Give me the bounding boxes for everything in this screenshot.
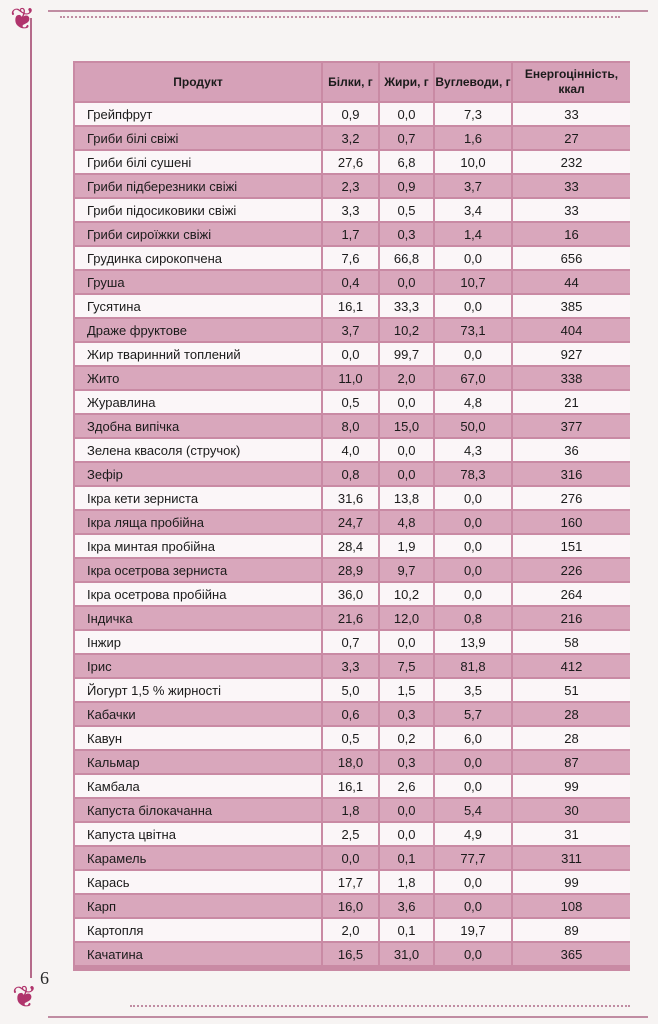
carbs-cell: 0,0 bbox=[435, 343, 511, 365]
top-dotted-border bbox=[60, 16, 620, 18]
table-header-row bbox=[75, 63, 630, 101]
header-product: Продукт bbox=[75, 63, 321, 101]
protein-cell: 28,9 bbox=[323, 559, 378, 581]
fat-cell: 0,5 bbox=[380, 199, 433, 221]
protein-cell: 5,0 bbox=[323, 679, 378, 701]
carbs-cell: 0,0 bbox=[435, 895, 511, 917]
energy-cell: 44 bbox=[513, 271, 630, 293]
protein-cell: 16,0 bbox=[323, 895, 378, 917]
product-name-cell: Індичка bbox=[75, 607, 321, 629]
fat-cell: 10,2 bbox=[380, 319, 433, 341]
table-row bbox=[75, 679, 630, 701]
energy-cell: 99 bbox=[513, 775, 630, 797]
product-name-cell: Ірис bbox=[75, 655, 321, 677]
table-row bbox=[75, 799, 630, 821]
table-row bbox=[75, 559, 630, 581]
bottom-dotted-border bbox=[130, 1005, 630, 1007]
energy-cell: 108 bbox=[513, 895, 630, 917]
header-energy: Енергоцінність, ккал bbox=[513, 63, 630, 101]
product-name-cell: Драже фруктове bbox=[75, 319, 321, 341]
table-row bbox=[75, 607, 630, 629]
carbs-cell: 3,4 bbox=[435, 199, 511, 221]
table-row bbox=[75, 487, 630, 509]
carbs-cell: 5,4 bbox=[435, 799, 511, 821]
table-row bbox=[75, 703, 630, 725]
carbs-cell: 73,1 bbox=[435, 319, 511, 341]
fat-cell: 1,5 bbox=[380, 679, 433, 701]
energy-cell: 16 bbox=[513, 223, 630, 245]
protein-cell: 24,7 bbox=[323, 511, 378, 533]
protein-cell: 2,5 bbox=[323, 823, 378, 845]
product-name-cell: Грейпфрут bbox=[75, 103, 321, 125]
product-name-cell: Груша bbox=[75, 271, 321, 293]
fat-cell: 0,0 bbox=[380, 271, 433, 293]
table-row bbox=[75, 847, 630, 869]
energy-cell: 28 bbox=[513, 703, 630, 725]
table-row bbox=[75, 943, 630, 965]
table-row bbox=[75, 127, 630, 149]
fat-cell: 1,9 bbox=[380, 535, 433, 557]
fat-cell: 0,0 bbox=[380, 823, 433, 845]
table-body bbox=[75, 103, 630, 965]
energy-cell: 31 bbox=[513, 823, 630, 845]
table-row bbox=[75, 919, 630, 941]
table-row bbox=[75, 319, 630, 341]
top-border-line bbox=[48, 10, 648, 12]
header-fat: Жири, г bbox=[380, 63, 433, 101]
carbs-cell: 6,0 bbox=[435, 727, 511, 749]
product-name-cell: Качатина bbox=[75, 943, 321, 965]
table-row bbox=[75, 511, 630, 533]
protein-cell: 31,6 bbox=[323, 487, 378, 509]
product-name-cell: Карась bbox=[75, 871, 321, 893]
product-name-cell: Жито bbox=[75, 367, 321, 389]
energy-cell: 21 bbox=[513, 391, 630, 413]
energy-cell: 30 bbox=[513, 799, 630, 821]
protein-cell: 0,6 bbox=[323, 703, 378, 725]
table-row bbox=[75, 727, 630, 749]
protein-cell: 1,7 bbox=[323, 223, 378, 245]
table-row bbox=[75, 175, 630, 197]
product-name-cell: Карп bbox=[75, 895, 321, 917]
table-row bbox=[75, 895, 630, 917]
carbs-cell: 67,0 bbox=[435, 367, 511, 389]
energy-cell: 264 bbox=[513, 583, 630, 605]
table-row bbox=[75, 367, 630, 389]
carbs-cell: 1,4 bbox=[435, 223, 511, 245]
energy-cell: 412 bbox=[513, 655, 630, 677]
table-row bbox=[75, 223, 630, 245]
fat-cell: 0,0 bbox=[380, 631, 433, 653]
fat-cell: 0,0 bbox=[380, 391, 433, 413]
energy-cell: 28 bbox=[513, 727, 630, 749]
energy-cell: 316 bbox=[513, 463, 630, 485]
product-name-cell: Ікра кети зерниста bbox=[75, 487, 321, 509]
table-row bbox=[75, 271, 630, 293]
carbs-cell: 0,0 bbox=[435, 871, 511, 893]
table-row bbox=[75, 823, 630, 845]
protein-cell: 18,0 bbox=[323, 751, 378, 773]
carbs-cell: 0,0 bbox=[435, 511, 511, 533]
product-name-cell: Ікра минтая пробійна bbox=[75, 535, 321, 557]
energy-cell: 377 bbox=[513, 415, 630, 437]
table-row bbox=[75, 463, 630, 485]
product-name-cell: Зелена квасоля (стручок) bbox=[75, 439, 321, 461]
product-name-cell: Ікра осетрова зерниста bbox=[75, 559, 321, 581]
fat-cell: 0,3 bbox=[380, 703, 433, 725]
carbs-cell: 19,7 bbox=[435, 919, 511, 941]
carbs-cell: 0,0 bbox=[435, 943, 511, 965]
fat-cell: 7,5 bbox=[380, 655, 433, 677]
protein-cell: 3,3 bbox=[323, 199, 378, 221]
protein-cell: 16,1 bbox=[323, 295, 378, 317]
protein-cell: 0,5 bbox=[323, 727, 378, 749]
protein-cell: 11,0 bbox=[323, 367, 378, 389]
table-row bbox=[75, 583, 630, 605]
protein-cell: 0,9 bbox=[323, 103, 378, 125]
energy-cell: 27 bbox=[513, 127, 630, 149]
fat-cell: 0,0 bbox=[380, 103, 433, 125]
energy-cell: 385 bbox=[513, 295, 630, 317]
protein-cell: 0,5 bbox=[323, 391, 378, 413]
table-row bbox=[75, 415, 630, 437]
header-protein: Білки, г bbox=[323, 63, 378, 101]
fat-cell: 0,0 bbox=[380, 799, 433, 821]
protein-cell: 0,0 bbox=[323, 343, 378, 365]
carbs-cell: 0,8 bbox=[435, 607, 511, 629]
product-name-cell: Здобна випічка bbox=[75, 415, 321, 437]
table-row bbox=[75, 295, 630, 317]
fat-cell: 0,9 bbox=[380, 175, 433, 197]
product-name-cell: Гриби сироїжки свіжі bbox=[75, 223, 321, 245]
protein-cell: 4,0 bbox=[323, 439, 378, 461]
protein-cell: 8,0 bbox=[323, 415, 378, 437]
energy-cell: 927 bbox=[513, 343, 630, 365]
protein-cell: 3,3 bbox=[323, 655, 378, 677]
protein-cell: 16,5 bbox=[323, 943, 378, 965]
fat-cell: 9,7 bbox=[380, 559, 433, 581]
product-name-cell: Гриби білі свіжі bbox=[75, 127, 321, 149]
product-name-cell: Зефір bbox=[75, 463, 321, 485]
carbs-cell: 0,0 bbox=[435, 247, 511, 269]
energy-cell: 151 bbox=[513, 535, 630, 557]
product-name-cell: Інжир bbox=[75, 631, 321, 653]
table-row bbox=[75, 655, 630, 677]
energy-cell: 87 bbox=[513, 751, 630, 773]
fat-cell: 1,8 bbox=[380, 871, 433, 893]
nutrition-table-container bbox=[73, 61, 630, 971]
product-name-cell: Гриби білі сушені bbox=[75, 151, 321, 173]
page-number: 6 bbox=[40, 968, 49, 988]
fat-cell: 6,8 bbox=[380, 151, 433, 173]
product-name-cell: Ікра осетрова пробійна bbox=[75, 583, 321, 605]
carbs-cell: 0,0 bbox=[435, 751, 511, 773]
fat-cell: 0,2 bbox=[380, 727, 433, 749]
fat-cell: 0,7 bbox=[380, 127, 433, 149]
fat-cell: 33,3 bbox=[380, 295, 433, 317]
energy-cell: 656 bbox=[513, 247, 630, 269]
fat-cell: 0,1 bbox=[380, 847, 433, 869]
energy-cell: 338 bbox=[513, 367, 630, 389]
product-name-cell: Ікра ляща пробійна bbox=[75, 511, 321, 533]
table-row bbox=[75, 199, 630, 221]
bottom-border-line bbox=[48, 1016, 648, 1018]
product-name-cell: Капуста цвітна bbox=[75, 823, 321, 845]
fat-cell: 0,0 bbox=[380, 463, 433, 485]
fat-cell: 2,0 bbox=[380, 367, 433, 389]
protein-cell: 0,7 bbox=[323, 631, 378, 653]
carbs-cell: 0,0 bbox=[435, 559, 511, 581]
product-name-cell: Кальмар bbox=[75, 751, 321, 773]
energy-cell: 216 bbox=[513, 607, 630, 629]
table-row bbox=[75, 151, 630, 173]
fat-cell: 0,3 bbox=[380, 751, 433, 773]
energy-cell: 58 bbox=[513, 631, 630, 653]
energy-cell: 33 bbox=[513, 175, 630, 197]
table-row bbox=[75, 391, 630, 413]
fat-cell: 15,0 bbox=[380, 415, 433, 437]
protein-cell: 0,8 bbox=[323, 463, 378, 485]
product-name-cell: Грудинка сирокопчена bbox=[75, 247, 321, 269]
carbs-cell: 13,9 bbox=[435, 631, 511, 653]
carbs-cell: 3,5 bbox=[435, 679, 511, 701]
fat-cell: 10,2 bbox=[380, 583, 433, 605]
energy-cell: 311 bbox=[513, 847, 630, 869]
product-name-cell: Жир тваринний топлений bbox=[75, 343, 321, 365]
table-row bbox=[75, 751, 630, 773]
fat-cell: 2,6 bbox=[380, 775, 433, 797]
protein-cell: 2,3 bbox=[323, 175, 378, 197]
product-name-cell: Камбала bbox=[75, 775, 321, 797]
fat-cell: 0,0 bbox=[380, 439, 433, 461]
energy-cell: 226 bbox=[513, 559, 630, 581]
protein-cell: 2,0 bbox=[323, 919, 378, 941]
protein-cell: 0,4 bbox=[323, 271, 378, 293]
protein-cell: 3,7 bbox=[323, 319, 378, 341]
protein-cell: 1,8 bbox=[323, 799, 378, 821]
carbs-cell: 4,9 bbox=[435, 823, 511, 845]
carbs-cell: 0,0 bbox=[435, 535, 511, 557]
carbs-cell: 7,3 bbox=[435, 103, 511, 125]
table-row bbox=[75, 439, 630, 461]
energy-cell: 51 bbox=[513, 679, 630, 701]
protein-cell: 17,7 bbox=[323, 871, 378, 893]
product-name-cell: Гриби підберезники свіжі bbox=[75, 175, 321, 197]
table-row bbox=[75, 631, 630, 653]
energy-cell: 33 bbox=[513, 103, 630, 125]
carbs-cell: 50,0 bbox=[435, 415, 511, 437]
energy-cell: 232 bbox=[513, 151, 630, 173]
carbs-cell: 77,7 bbox=[435, 847, 511, 869]
product-name-cell: Карамель bbox=[75, 847, 321, 869]
energy-cell: 99 bbox=[513, 871, 630, 893]
carbs-cell: 78,3 bbox=[435, 463, 511, 485]
carbs-cell: 4,3 bbox=[435, 439, 511, 461]
nutrition-table bbox=[73, 61, 632, 967]
carbs-cell: 1,6 bbox=[435, 127, 511, 149]
protein-cell: 28,4 bbox=[323, 535, 378, 557]
fat-cell: 4,8 bbox=[380, 511, 433, 533]
protein-cell: 27,6 bbox=[323, 151, 378, 173]
protein-cell: 3,2 bbox=[323, 127, 378, 149]
fat-cell: 3,6 bbox=[380, 895, 433, 917]
fat-cell: 66,8 bbox=[380, 247, 433, 269]
protein-cell: 36,0 bbox=[323, 583, 378, 605]
fat-cell: 0,3 bbox=[380, 223, 433, 245]
product-name-cell: Гриби підосиковики свіжі bbox=[75, 199, 321, 221]
product-name-cell: Кабачки bbox=[75, 703, 321, 725]
carbs-cell: 4,8 bbox=[435, 391, 511, 413]
table-row bbox=[75, 535, 630, 557]
product-name-cell: Журавлина bbox=[75, 391, 321, 413]
carbs-cell: 81,8 bbox=[435, 655, 511, 677]
carbs-cell: 0,0 bbox=[435, 775, 511, 797]
table-row bbox=[75, 247, 630, 269]
protein-cell: 21,6 bbox=[323, 607, 378, 629]
carbs-cell: 0,0 bbox=[435, 295, 511, 317]
energy-cell: 276 bbox=[513, 487, 630, 509]
carbs-cell: 0,0 bbox=[435, 487, 511, 509]
product-name-cell: Йогурт 1,5 % жирності bbox=[75, 679, 321, 701]
table-row bbox=[75, 343, 630, 365]
energy-cell: 33 bbox=[513, 199, 630, 221]
product-name-cell: Капуста білокачанна bbox=[75, 799, 321, 821]
product-name-cell: Кавун bbox=[75, 727, 321, 749]
energy-cell: 36 bbox=[513, 439, 630, 461]
carbs-cell: 0,0 bbox=[435, 583, 511, 605]
fat-cell: 13,8 bbox=[380, 487, 433, 509]
protein-cell: 7,6 bbox=[323, 247, 378, 269]
left-border-line bbox=[30, 18, 32, 978]
header-carbs: Вуглеводи, г bbox=[435, 63, 511, 101]
product-name-cell: Картопля bbox=[75, 919, 321, 941]
carbs-cell: 10,0 bbox=[435, 151, 511, 173]
energy-cell: 89 bbox=[513, 919, 630, 941]
fat-cell: 31,0 bbox=[380, 943, 433, 965]
protein-cell: 0,0 bbox=[323, 847, 378, 869]
energy-cell: 404 bbox=[513, 319, 630, 341]
carbs-cell: 10,7 bbox=[435, 271, 511, 293]
fat-cell: 12,0 bbox=[380, 607, 433, 629]
corner-ornament-icon: ❦ bbox=[10, 2, 36, 37]
energy-cell: 160 bbox=[513, 511, 630, 533]
carbs-cell: 5,7 bbox=[435, 703, 511, 725]
fat-cell: 99,7 bbox=[380, 343, 433, 365]
corner-ornament-icon: ❦ bbox=[12, 980, 38, 1015]
table-row bbox=[75, 103, 630, 125]
protein-cell: 16,1 bbox=[323, 775, 378, 797]
carbs-cell: 3,7 bbox=[435, 175, 511, 197]
table-row bbox=[75, 871, 630, 893]
energy-cell: 365 bbox=[513, 943, 630, 965]
table-row bbox=[75, 775, 630, 797]
fat-cell: 0,1 bbox=[380, 919, 433, 941]
product-name-cell: Гусятина bbox=[75, 295, 321, 317]
